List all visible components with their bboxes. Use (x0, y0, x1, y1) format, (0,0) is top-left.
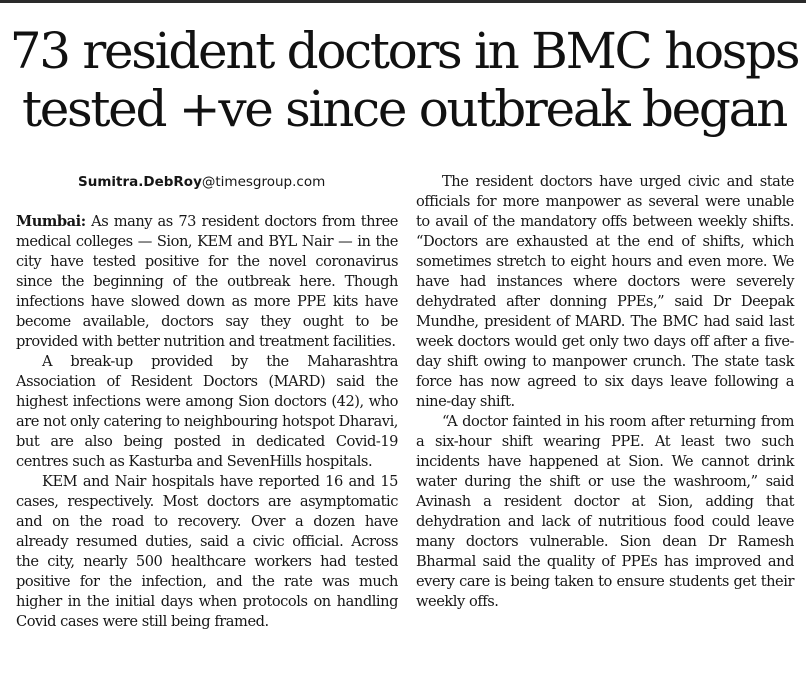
article-paragraph: KEM and Nair hospitals have reported 16 and 15 cases, respectively. Most doctors are asymptomatic and on the road to recovery. Over a dozen have already resumed duties, said a civic official. Across the city, nearly 500 healthcare workers had tested positive for the infection, and the rate was much higher in the initial days when protocols on handling Covid cases were still being framed. (16, 473, 398, 630)
byline-author: Sumitra.DebRoy (78, 174, 202, 190)
headline-line-1: 73 resident doctors in BMC hosps (9, 22, 799, 80)
top-rule (0, 0, 806, 3)
article-paragraph (16, 212, 398, 352)
article-paragraph: A break-up provided by the Maharashtra Association of Resident Doctors (MARD) said the highest infections were among Sion doctors (42), who are not only catering to neighbouring hotspot Dharavi, but are also being posted in dedicated Covid-19 centres such as Kasturba and SevenHills hospitals. (16, 353, 398, 470)
headline (4, 22, 804, 138)
byline-domain: @timesgroup.com (201, 174, 326, 190)
headline-line-2: tested +ve since outbreak began (21, 80, 787, 138)
article-paragraph: The resident doctors have urged civic and state officials for more manpower as several were unable to avail of the mandatory offs between weekly shifts. “Doctors are exhausted at the end of shifts, which sometimes stretch to eight hours and even more. We have had instances where doctors were severely dehydrated after donning PPEs,” said Dr Deepak Mundhe, president of MARD. The BMC had said last week doctors would get only two days off after a five-day shift owing to manpower crunch. The state task force has now agreed to six days leave following a nine-day shift. (416, 173, 794, 410)
article-column-right (416, 172, 794, 612)
paragraph-text: As many as 73 resident doctors from three medical colleges — Sion, KEM and BYL Nair — in the city have tested positive for the novel coronavirus since the beginning of the outbreak here. Though infections have slowed down as more PPE kits have become available, doctors say they ought to be provided with better nutrition and treatment facilities. (16, 213, 398, 350)
byline (16, 172, 398, 192)
column-gutter (406, 172, 407, 680)
article-column-left (16, 172, 398, 632)
article-paragraph: “A doctor fainted in his room after returning from a six-hour shift wearing PPE. At least two such incidents have happened at Sion. We cannot drink water during the shift or use the washroom,” said Avinash a resident doctor at Sion, adding that dehydration and lack of nutritious food could leave many doctors vulnerable. Sion dean Dr Ramesh Bharmal said the quality of PPEs has improved and every care is being taken to ensure students get their weekly offs. (416, 413, 794, 610)
dateline: Mumbai: (16, 213, 86, 230)
